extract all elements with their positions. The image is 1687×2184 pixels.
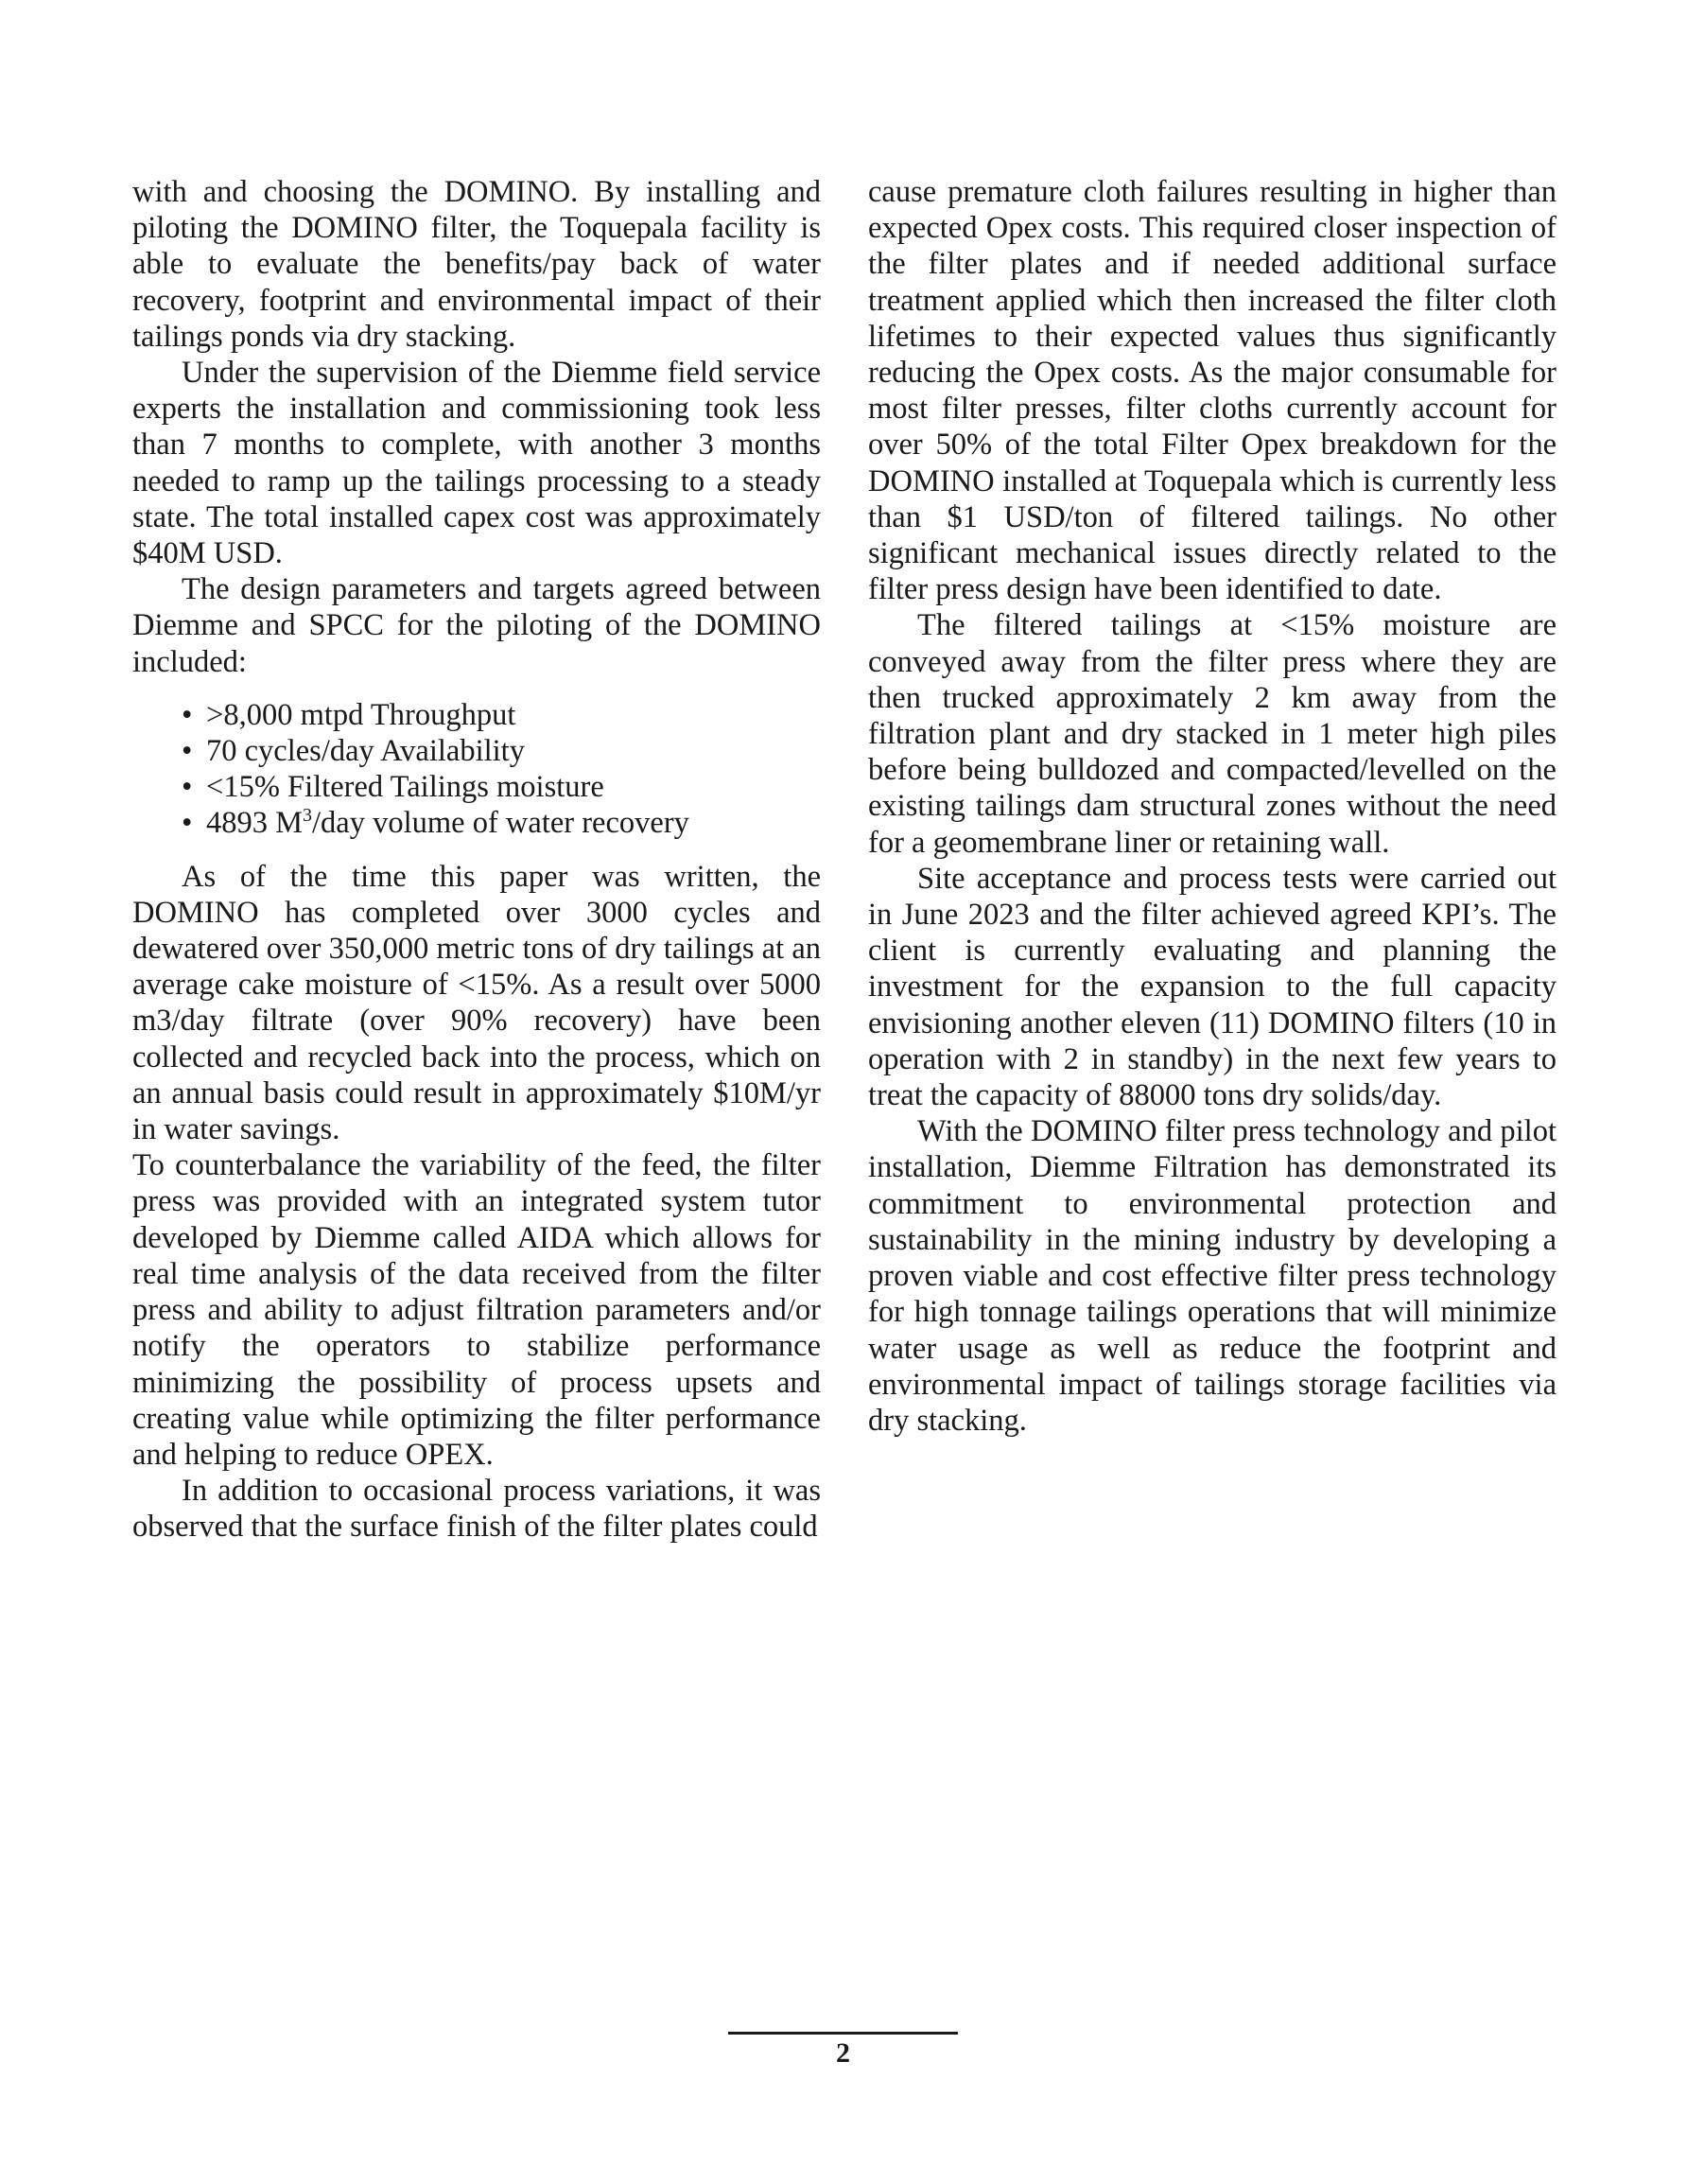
design-targets-list xyxy=(132,697,821,842)
superscript: 3 xyxy=(303,805,313,827)
paragraph: The filtered tailings at <15% moisture are conveyed away from the filter press where they are then trucked approximately 2 km away from the filtration plant and dry stacked in 1 meter high piles before being bulldozed and compacted/levelled on the existing tailings dam structural zones without the need for a geomembrane liner or retaining wall. xyxy=(868,608,1557,860)
list-item: • <15% Filtered Tailings moisture xyxy=(182,769,821,805)
list-item: • 70 cycles/day Availability xyxy=(182,733,821,769)
list-item xyxy=(182,805,821,841)
list-item-text: 4893 M xyxy=(206,806,304,841)
list-item: • >8,000 mtpd Throughput xyxy=(182,697,821,733)
paragraph: With the DOMINO filter press technology and pilot installation, Diemme Filtration has demonstrated its commitment to environmental protection and sustainability in the mining industry by developing a proven viable and cost effective filter press technology for high tonnage tailings operations that will minimize water usage as well as reduce the footprint and environmental impact of tailings storage facilities via dry stacking. xyxy=(868,1114,1557,1438)
paragraph: The design parameters and targets agreed between Diemme and SPCC for the piloting of the DOMINO included: xyxy=(132,572,821,679)
paragraph: Under the supervision of the Diemme field service experts the installation and commissioning took less than 7 months to complete, with another 3 months needed to ramp up the tailings processing to a steady state. The total installed capex cost was approximately $40M USD. xyxy=(132,356,821,571)
list-item-text: /day volume of water recovery xyxy=(312,806,689,841)
page-number: 2 xyxy=(836,2037,850,2069)
right-column xyxy=(868,174,1557,1439)
paragraph: cause premature cloth failures resulting in higher than expected Opex costs. This required closer inspection of the filter plates and if needed additional surface treatment applied which then increased the filter cloth lifetimes to their expected values thus significantly reducing the Opex costs. As the major consumable for most filter presses, filter cloths currently account for over 50% of the total Filter Opex breakdown for the DOMINO installed at Toquepala which is currently less than $1 USD/ton of filtered tailings. No other significant mechanical issues directly related to the filter press design have been identified to date. xyxy=(868,175,1557,607)
paragraph: To counterbalance the variability of the feed, the filter press was provided with an integrated system tutor developed by Diemme called AIDA which allows for real time analysis of the data received from the filter press and ability to adjust filtration parameters and/or notify the operators to stabilize performance minimizing the possibility of process upsets and creating value while optimizing the filter performance and helping to reduce OPEX. xyxy=(132,1148,821,1472)
paragraph: In addition to occasional process variations, it was observed that the surface finish of the filter plates could xyxy=(132,1474,821,1545)
footer-divider xyxy=(728,2032,958,2035)
left-column xyxy=(132,174,821,1546)
paragraph: with and choosing the DOMINO. By installing and piloting the DOMINO filter, the Toquepala facility is able to evaluate the benefits/pay back of water recovery, footprint and environmental impact of their tailings ponds via dry stacking. xyxy=(132,175,821,354)
paragraph: As of the time this paper was written, the DOMINO has completed over 3000 cycles and dewatered over 350,000 metric tons of dry tailings at an average cake moisture of <15%. As a result over 5000 m3/day filtrate (over 90% recovery) have been collected and recycled back into the process, which on an annual basis could result in approximately $10M/yr in water savings. xyxy=(132,859,821,1147)
paragraph: Site acceptance and process tests were carried out in June 2023 and the filter achieved agreed KPI’s. The client is currently evaluating and planning the investment for the expansion to the full capacity envisioning another eleven (11) DOMINO filters (10 in operation with 2 in standby) in the next few years to treat the capacity of 88000 tons dry solids/day. xyxy=(868,861,1557,1113)
